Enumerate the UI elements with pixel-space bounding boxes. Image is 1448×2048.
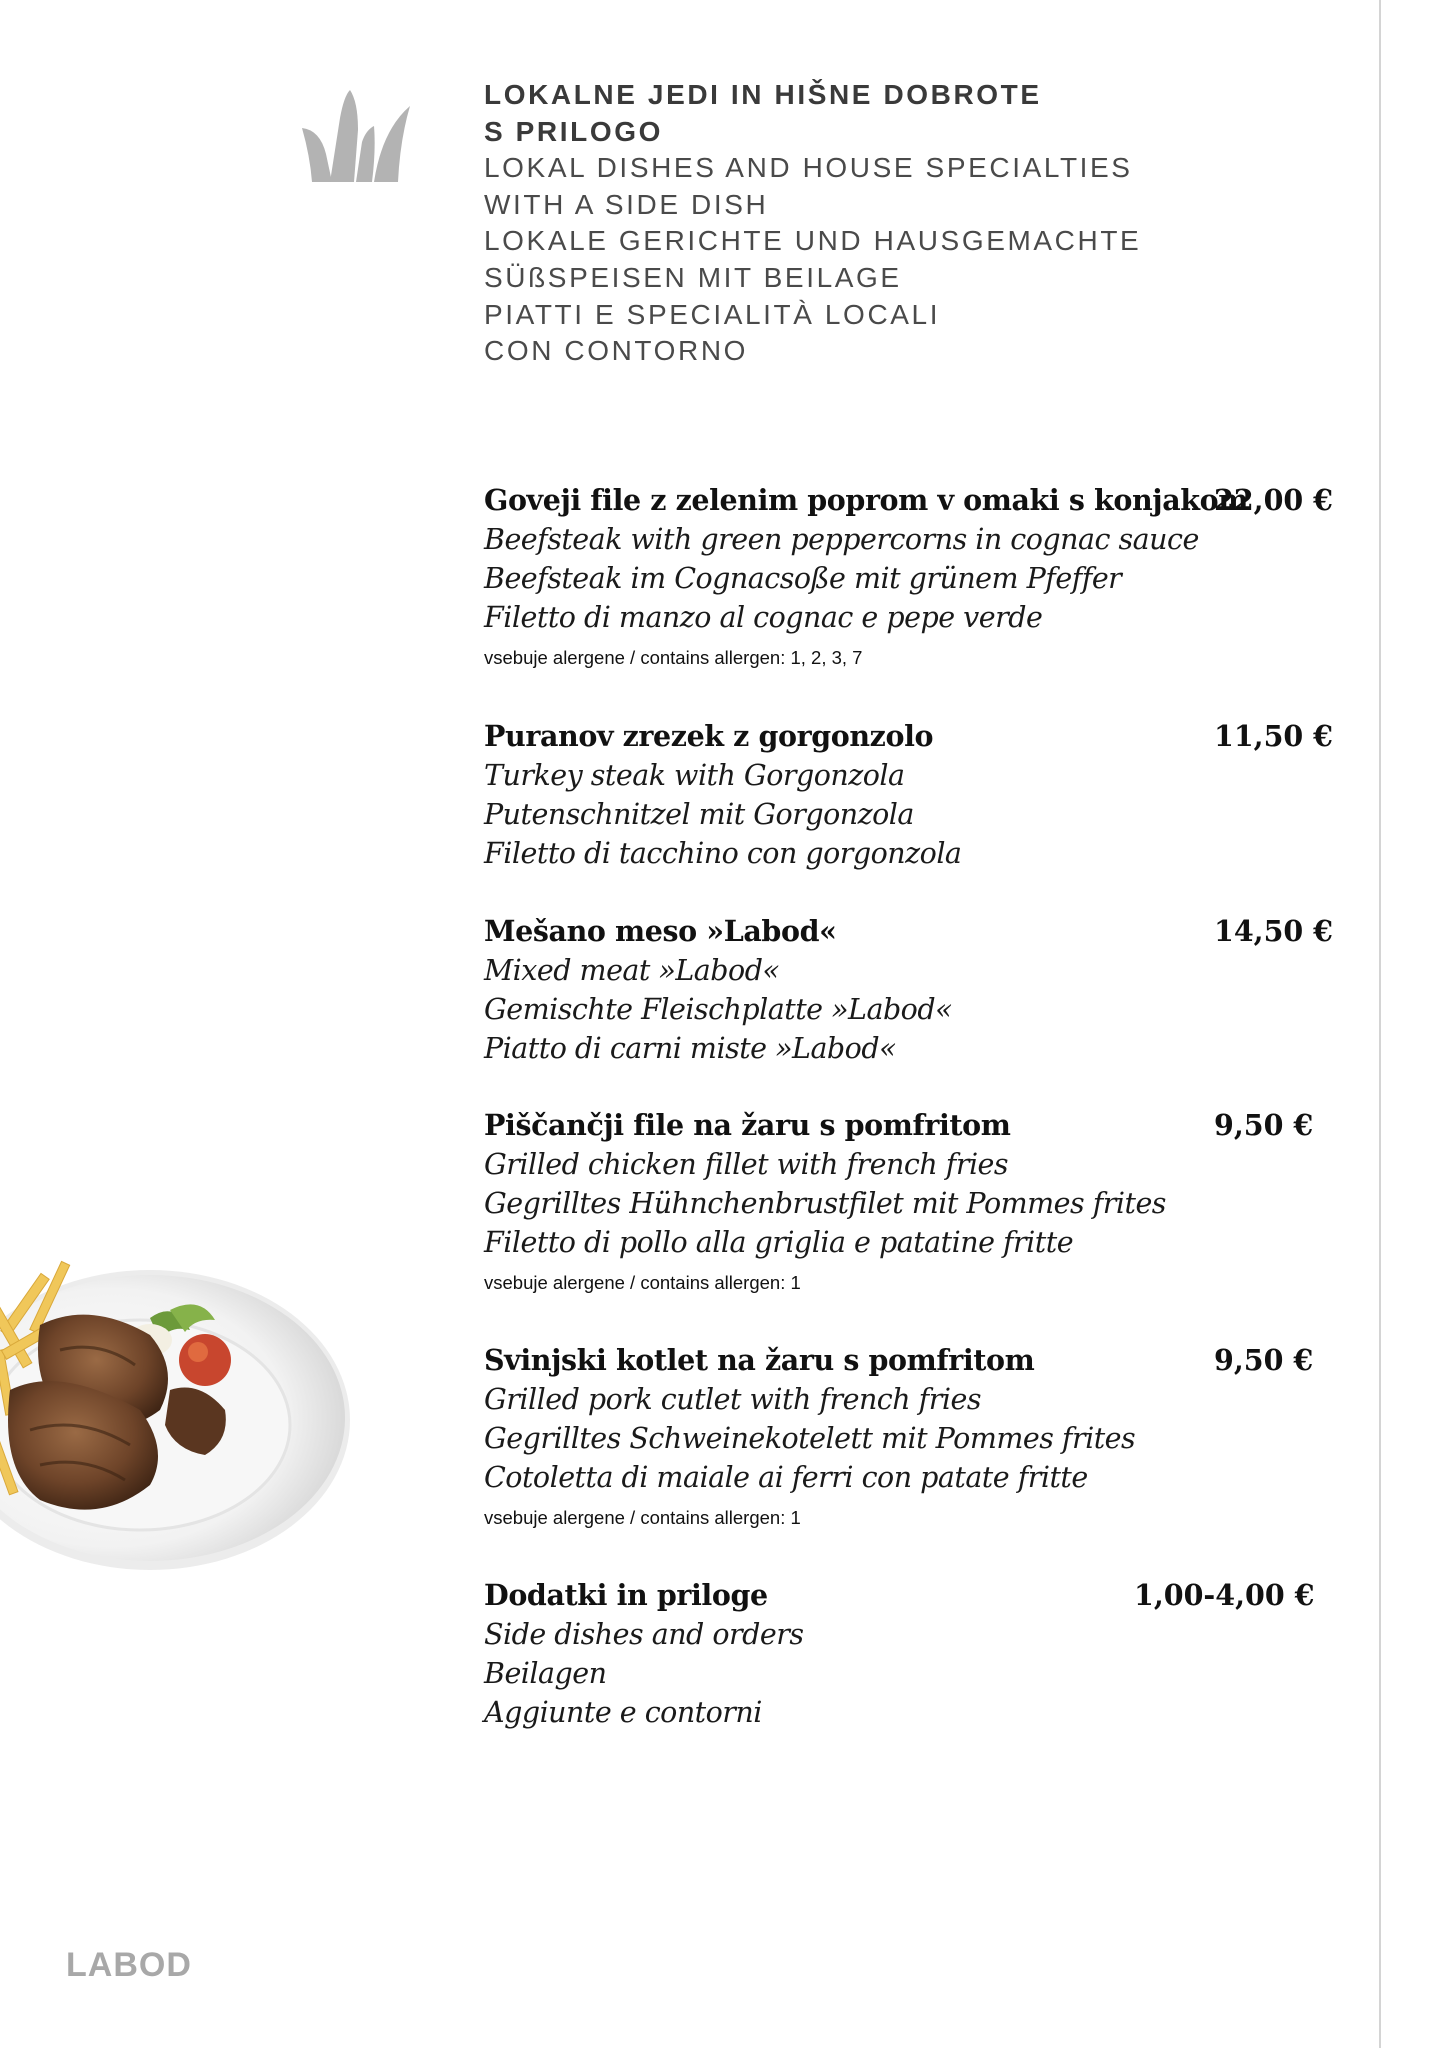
menu-item-turkey-steak <box>484 717 1344 873</box>
dish-translation: Filetto di tacchino con gorgonzola <box>484 837 962 870</box>
header-line: LOKALNE JEDI IN HIŠNE DOBROTE <box>484 79 1042 110</box>
dish-title: Dodatki in priloge <box>484 1578 768 1612</box>
dish-translation: Beefsteak with green peppercorns in cognac sauce <box>484 523 1199 556</box>
header-line: WITH A SIDE DISH <box>484 188 769 220</box>
dish-translation: Gemischte Fleischplatte »Labod« <box>484 993 953 1026</box>
dish-translation: Turkey steak with Gorgonzola <box>484 759 905 792</box>
header-line: PIATTI E SPECIALITÀ LOCALI <box>484 298 941 330</box>
dish-translation: Beefsteak im Cognacsoße mit grünem Pfeffer <box>484 562 1122 595</box>
menu-section-header <box>484 77 1284 370</box>
dish-title: Svinjski kotlet na žaru s pomfritom <box>484 1343 1035 1377</box>
menu-item-side-dishes <box>484 1576 1344 1732</box>
dish-price: 9,50 € <box>1214 1108 1314 1142</box>
dish-translation: Beilagen <box>484 1657 607 1690</box>
dish-title: Puranov zrezek z gorgonzolo <box>484 719 934 753</box>
dish-price: 22,00 € <box>1214 483 1333 517</box>
dish-translation: Grilled pork cutlet with french fries <box>484 1383 981 1416</box>
menu-item-chicken-fillet <box>484 1106 1344 1295</box>
dish-price: 9,50 € <box>1214 1343 1314 1377</box>
menu-item-mixed-meat <box>484 912 1344 1068</box>
allergen-note: vsebuje alergene / contains allergen: 1, 2, 3, 7 <box>484 647 863 668</box>
dish-title: Goveji file z zelenim poprom v omaki s konjakom <box>484 483 1248 517</box>
dish-translation: Grilled chicken fillet with french fries <box>484 1148 1009 1181</box>
dish-price: 11,50 € <box>1214 719 1333 753</box>
dish-translation: Mixed meat »Labod« <box>484 954 780 987</box>
header-line: LOKAL DISHES AND HOUSE SPECIALTIES <box>484 152 1133 184</box>
menu-item-pork-cutlet <box>484 1341 1344 1530</box>
dish-price: 14,50 € <box>1214 914 1333 948</box>
header-line: SÜßSPEISEN MIT BEILAGE <box>484 261 902 293</box>
menu-item-beef-fillet <box>484 481 1344 670</box>
dish-translation: Aggiunte e contorni <box>484 1696 762 1729</box>
header-line: LOKALE GERICHTE UND HAUSGEMACHTE <box>484 225 1142 257</box>
dish-translation: Piatto di carni miste »Labod« <box>484 1032 897 1065</box>
dish-translation: Gegrilltes Schweinekotelett mit Pommes frites <box>484 1422 1136 1455</box>
dish-title: Piščančji file na žaru s pomfritom <box>484 1108 1011 1142</box>
dish-title: Mešano meso »Labod« <box>484 914 837 948</box>
page-edge-rule <box>1379 0 1381 2048</box>
dish-translation: Putenschnitzel mit Gorgonzola <box>484 798 914 831</box>
dish-translation: Filetto di pollo alla griglia e patatine fritte <box>484 1226 1074 1259</box>
grilled-meat-plate-image <box>0 1240 360 1600</box>
dish-translation: Cotoletta di maiale ai ferri con patate fritte <box>484 1461 1088 1494</box>
footer-brand: LABOD <box>66 1946 192 1984</box>
header-line: S PRILOGO <box>484 115 663 147</box>
dish-translation: Gegrilltes Hühnchenbrustfilet mit Pommes frites <box>484 1187 1166 1220</box>
allergen-note: vsebuje alergene / contains allergen: 1 <box>484 1272 801 1293</box>
dish-price: 1,00-4,00 € <box>1134 1578 1315 1612</box>
dish-translation: Side dishes and orders <box>484 1618 804 1651</box>
swan-crown-icon <box>300 90 412 182</box>
header-line: CON CONTORNO <box>484 335 749 367</box>
allergen-note: vsebuje alergene / contains allergen: 1 <box>484 1507 801 1528</box>
dish-translation: Filetto di manzo al cognac e pepe verde <box>484 601 1043 634</box>
